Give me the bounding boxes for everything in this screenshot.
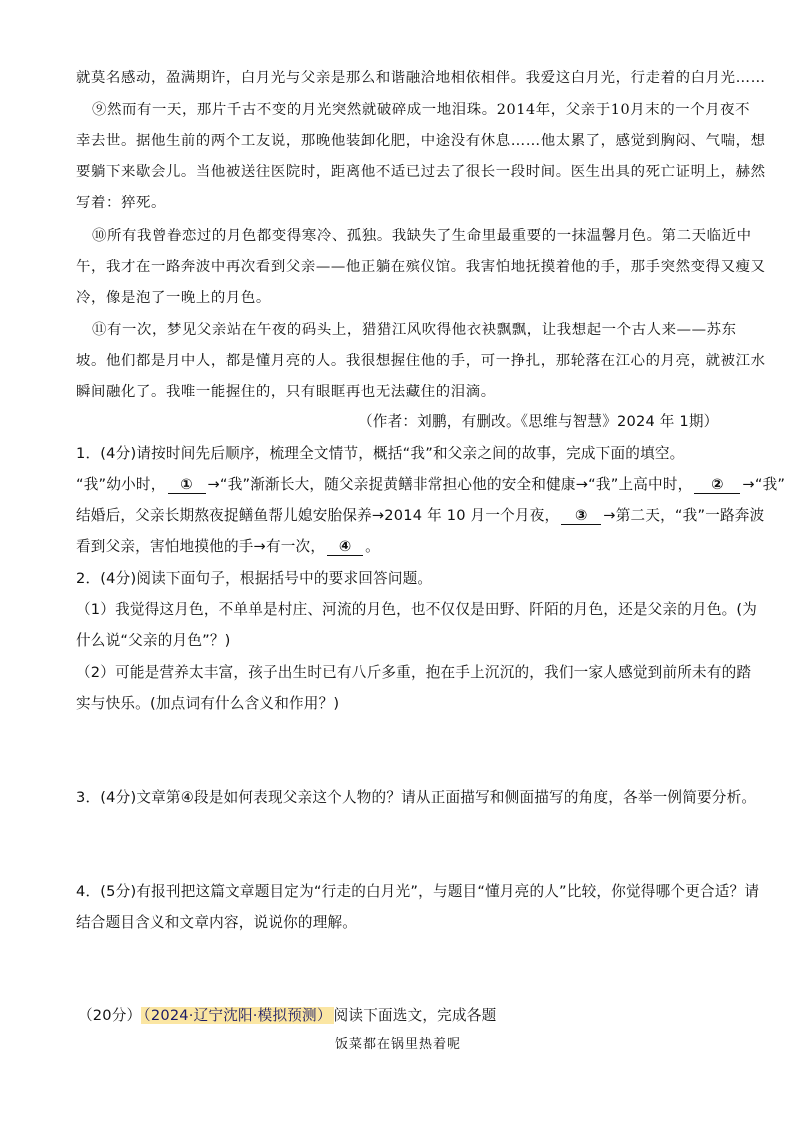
text: →第二天，“我”一路奔波 [603, 507, 765, 524]
question-2-stem: 2．(4分)阅读下面句子，根据括号中的要求回答问题。 [76, 570, 433, 587]
text: 看到父亲，害怕地摸他的手→有一次， [76, 538, 326, 555]
question-2-sub-1-cont: 什么说“父亲的月色”？) [76, 632, 231, 649]
question-4-line: 4．(5分)有报刊把这篇文章题目定为“行走的白月光”，与题目“懂月亮的人”比较，你觉得哪个更合适？请 [76, 883, 760, 900]
answer-blank-1[interactable]: ① [168, 476, 206, 494]
text: “我”幼小时， [76, 476, 166, 493]
answer-area[interactable] [76, 720, 726, 775]
text: 结婚后，父亲长期熬夜捉鳝鱼帮儿媳安胎保养→2014 年 10 月一个月夜， [76, 507, 560, 524]
question-1-line [76, 504, 764, 525]
text: 。 [365, 538, 380, 555]
question-2-sub-2-cont: 实与快乐。(加点词有什么含义和作用？) [76, 695, 340, 712]
instruction: 阅读下面选文，完成各题 [333, 1007, 497, 1024]
question-1-line [76, 535, 380, 556]
paragraph-line: 要躺下来歇会儿。当他被送往医院时，距离他不适已过去了很长一段时间。医生出具的死亡证明上，赫然 [76, 164, 766, 180]
paragraph-line: ⑩所有我曾眷恋过的月色都变得寒冷、孤独。我缺失了生命里最重要的一抹温馨月色。第二天临近中 [92, 228, 752, 244]
question-2-sub-1: （1）我觉得这月色，不单单是村庄、河流的月色，也不仅仅是田野、阡陌的月色，还是父亲的月色。(为 [76, 601, 758, 618]
paragraph-line: 瞬间融化了。我唯一能握住的，只有眼眶再也无法藏住的泪滴。 [76, 384, 496, 400]
source-citation: （作者：刘鹏，有删改。《思维与智慧》2024 年 1期） [358, 413, 719, 430]
passage-line: 就莫名感动，盈满期许，白月光与父亲是那么和谐融洽地相依相伴。我爱这白月光，行走着的白月光…… [76, 70, 766, 86]
question-4-line: 结合题目含义和文章内容，说说你的理解。 [76, 914, 358, 931]
question-2-sub-2: （2）可能是营养太丰富，孩子出生时已有八斤多重，抱在手上沉沉的，我们一家人感觉到前所未有的踏 [76, 664, 752, 681]
paragraph-line: ⑪有一次，梦见父亲站在午夜的码头上，猎猎江风吹得他衣袂飘飘，让我想起一个古人来——苏东 [92, 322, 737, 338]
answer-blank-2[interactable]: ② [694, 476, 740, 494]
points: （20分） [78, 1007, 142, 1024]
paragraph-line: 午，我才在一路奔波中再次看到父亲——他正躺在殡仪馆。我害怕地抚摸着他的手，那手突然变得又瘦又 [76, 259, 766, 275]
paragraph-line: 冷，像是泡了一晚上的月色。 [76, 290, 271, 306]
next-passage-title: 饭菜都在锅里热着呢 [335, 1037, 462, 1052]
paragraph-line: ⑨然而有一天，那片千古不变的月光突然就破碎成一地泪珠。2014年，父亲于10月末的一个月夜不 [92, 102, 751, 118]
question-1-stem: 1．(4分)请按时间先后顺序，梳理全文情节，概括“我”和父亲之间的故事，完成下面的填空。 [76, 445, 685, 462]
text: →“我”渐渐长大，随父亲捉黄鳝非常担心他的安全和健康→“我”上高中时， [207, 476, 693, 493]
paragraph-line: 写着：猝死。 [76, 195, 166, 211]
next-section-header [78, 1004, 496, 1025]
answer-blank-3[interactable]: ③ [561, 507, 601, 525]
paragraph-line: 幸去世。据他生前的两个工友说，那晚他装卸化肥，中途没有休息……他太累了，感觉到胸闷、气喘，想 [76, 133, 766, 149]
answer-area[interactable] [76, 940, 726, 995]
text: →“我” [742, 476, 786, 493]
paragraph-line: 坡。他们都是月中人，都是懂月亮的人。我很想握住他的手，可一挣扎，那轮落在江心的月亮，就被江水 [76, 353, 766, 369]
question-3-stem: 3．(4分)文章第④段是如何表现父亲这个人物的？请从正面描写和侧面描写的角度，各举一例简要分析。 [76, 789, 757, 806]
question-1-line [76, 473, 785, 494]
source-tag[interactable]: （2024·辽宁沈阳·模拟预测） [143, 1007, 332, 1024]
answer-blank-4[interactable]: ④ [327, 538, 363, 556]
answer-area[interactable] [76, 814, 726, 874]
